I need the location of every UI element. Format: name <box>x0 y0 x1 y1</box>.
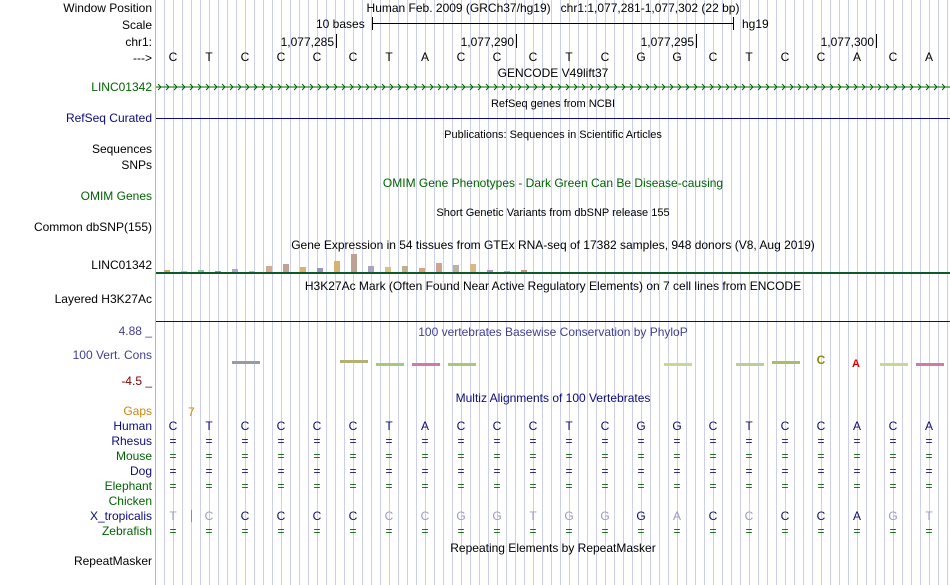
h3k27ac-baseline <box>156 321 950 322</box>
omim-title: OMIM Gene Phenotypes - Dark Green Can Be Disease-causing <box>382 176 724 190</box>
aligned-base: T <box>565 419 573 433</box>
strand-arrow-label[interactable]: ---> <box>133 51 152 65</box>
aligned-base: = <box>313 479 321 493</box>
aligned-base: = <box>169 479 177 493</box>
track-display-area[interactable] <box>156 0 950 585</box>
base-letter: C <box>528 50 538 64</box>
aligned-base: = <box>205 464 213 478</box>
base-letter: C <box>348 50 358 64</box>
scale-label[interactable]: Scale <box>121 18 152 32</box>
aligned-base: = <box>889 479 897 493</box>
assembly-text: Human Feb. 2009 (GRCh37/hg19) <box>366 1 551 15</box>
aligned-base: = <box>709 464 717 478</box>
aligned-base: = <box>457 449 465 463</box>
aligned-base: = <box>889 434 897 448</box>
aligned-base: = <box>241 524 249 538</box>
aligned-base: = <box>385 524 393 538</box>
aligned-base: = <box>349 449 357 463</box>
base-letter: T <box>205 50 213 64</box>
base-letter: C <box>816 50 826 64</box>
refseq-gene-line[interactable] <box>156 118 950 119</box>
base-letter: T <box>385 50 393 64</box>
aligned-base: T <box>205 419 213 433</box>
aligned-base: C <box>456 419 466 433</box>
aligned-base: = <box>457 434 465 448</box>
aligned-base: C <box>240 419 250 433</box>
aligned-base: = <box>457 524 465 538</box>
coord-label: 1,077,285 <box>280 35 334 49</box>
aligned-base: = <box>853 449 861 463</box>
aligned-base: = <box>745 434 753 448</box>
base-letter: C <box>708 50 718 64</box>
base-letter: G <box>636 50 646 64</box>
aligned-base: = <box>637 524 645 538</box>
aligned-base: = <box>817 449 825 463</box>
species-dog[interactable]: Dog <box>129 464 152 478</box>
base-letter: C <box>456 50 466 64</box>
aligned-base: = <box>277 524 285 538</box>
gtex-bar <box>453 265 459 272</box>
publications-title: Publications: Sequences in Scientific Articles <box>444 129 662 141</box>
aligned-base: = <box>349 524 357 538</box>
aligned-base: T <box>529 509 537 523</box>
aligned-base: C <box>780 419 790 433</box>
coord-label: 1,077,300 <box>820 35 874 49</box>
coord-label: 1,077,295 <box>640 35 694 49</box>
db-text: hg19 <box>742 17 769 31</box>
aligned-base: = <box>601 464 609 478</box>
aligned-base: G <box>600 509 610 523</box>
aligned-base: = <box>385 449 393 463</box>
aligned-base: C <box>312 419 322 433</box>
aligned-base: = <box>925 524 933 538</box>
alignment-row-zebrafish[interactable] <box>156 524 950 538</box>
cons-track-label[interactable]: 100 Vert. Cons <box>72 348 152 362</box>
aligned-base: = <box>241 434 249 448</box>
snps-track-label[interactable]: SNPs <box>121 158 152 172</box>
aligned-base: C <box>600 419 610 433</box>
h3k27ac-track-label[interactable]: Layered H3K27Ac <box>54 292 152 306</box>
position-header <box>156 1 950 15</box>
aligned-base: = <box>817 434 825 448</box>
aligned-base: = <box>277 434 285 448</box>
gtex-bar <box>283 264 289 272</box>
gtex-track-label[interactable]: LINC01342 <box>91 258 152 272</box>
window-position-label[interactable]: Window Position <box>63 1 152 15</box>
aligned-base: = <box>745 524 753 538</box>
cons-bar <box>736 363 764 366</box>
aligned-base: = <box>529 479 537 493</box>
coord-tick <box>336 34 337 48</box>
multiz-title: Multiz Alignments of 100 Vertebrates <box>455 391 651 405</box>
aligned-base: = <box>601 479 609 493</box>
aligned-base: C <box>708 509 718 523</box>
aligned-base: C <box>744 509 754 523</box>
aligned-base: = <box>277 449 285 463</box>
alignment-row-dog[interactable] <box>156 464 950 478</box>
aligned-base: = <box>709 434 717 448</box>
aligned-base: = <box>565 479 573 493</box>
cons-bar <box>232 361 260 364</box>
aligned-base: G <box>636 509 646 523</box>
phylop-graph[interactable] <box>156 340 950 380</box>
aligned-base: = <box>421 464 429 478</box>
aligned-base: = <box>673 449 681 463</box>
aligned-base: C <box>708 419 718 433</box>
cons-bar <box>772 361 800 364</box>
aligned-base: = <box>817 479 825 493</box>
aligned-base: C <box>168 419 178 433</box>
aligned-base: C <box>816 509 826 523</box>
aligned-base: = <box>493 479 501 493</box>
aligned-base: = <box>349 434 357 448</box>
gencode-title: GENCODE V49lift37 <box>497 66 609 80</box>
repeatmasker-track-label[interactable]: RepeatMasker <box>73 554 152 568</box>
base-letter: C <box>600 50 610 64</box>
scale-bases-text: 10 bases <box>316 17 365 31</box>
dbsnp-track-label[interactable]: Common dbSNP(155) <box>33 220 152 234</box>
base-letter: A <box>924 50 933 64</box>
aligned-base: = <box>529 524 537 538</box>
aligned-base: = <box>313 524 321 538</box>
aligned-base: = <box>673 524 681 538</box>
aligned-base: C <box>528 419 538 433</box>
sequences-track-label[interactable]: Sequences <box>91 142 152 156</box>
refseq-title: RefSeq genes from NCBI <box>490 98 616 110</box>
base-letter: C <box>888 50 898 64</box>
aligned-base: = <box>565 464 573 478</box>
gtex-baseline <box>156 272 950 274</box>
scale-right-tick <box>733 17 734 30</box>
aligned-base: = <box>745 464 753 478</box>
cons-bar <box>880 363 908 366</box>
position-text: chr1:1,077,281-1,077,302 (22 bp) <box>560 1 740 15</box>
base-letter: C <box>276 50 286 64</box>
aligned-base: = <box>745 479 753 493</box>
dna-bases-row <box>156 50 950 64</box>
alignment-row-human[interactable] <box>156 419 950 433</box>
aligned-base: = <box>277 464 285 478</box>
aligned-base: = <box>745 449 753 463</box>
aligned-base: C <box>492 419 502 433</box>
aligned-base: C <box>816 419 826 433</box>
aligned-base: = <box>853 464 861 478</box>
aligned-base: = <box>709 479 717 493</box>
aligned-base: = <box>169 464 177 478</box>
aligned-base: = <box>601 524 609 538</box>
alignment-row-xtropicalis[interactable] <box>156 509 950 523</box>
cons-bar <box>340 360 368 363</box>
aligned-base: = <box>529 434 537 448</box>
chr-label[interactable]: chr1: <box>125 35 152 49</box>
alignment-row-rhesus[interactable] <box>156 434 950 448</box>
aligned-base: = <box>925 464 933 478</box>
aligned-base: = <box>529 464 537 478</box>
aligned-base: = <box>457 479 465 493</box>
aligned-base: C <box>348 509 358 523</box>
aligned-base: = <box>925 434 933 448</box>
base-letter: G <box>672 50 682 64</box>
aligned-base: = <box>853 524 861 538</box>
coord-tick <box>516 34 517 48</box>
base-letter: T <box>565 50 573 64</box>
gtex-bar <box>351 254 357 272</box>
cons-max-label: 4.88 _ <box>118 324 152 338</box>
aligned-base: C <box>780 509 790 523</box>
aligned-base: C <box>384 509 394 523</box>
species-zebrafish[interactable]: Zebrafish <box>101 524 152 538</box>
scale-bar <box>372 23 734 24</box>
aligned-base: = <box>853 479 861 493</box>
aligned-base: C <box>276 509 286 523</box>
aligned-base: A <box>924 419 933 433</box>
coord-tick <box>696 34 697 48</box>
aligned-base: T <box>745 419 753 433</box>
gencode-track-label[interactable]: LINC01342 <box>91 80 152 94</box>
aligned-base: = <box>349 479 357 493</box>
coord-label: 1,077,290 <box>460 35 514 49</box>
aligned-base: = <box>817 464 825 478</box>
aligned-base: = <box>709 449 717 463</box>
aligned-base: = <box>673 434 681 448</box>
aligned-base: = <box>889 524 897 538</box>
left-label-panel <box>0 0 155 585</box>
aligned-base: = <box>529 449 537 463</box>
gtex-bar-graph[interactable] <box>156 252 950 272</box>
aligned-base: = <box>781 434 789 448</box>
aligned-base: C <box>276 419 286 433</box>
aligned-base: = <box>169 449 177 463</box>
aligned-base: = <box>313 464 321 478</box>
base-letter: T <box>745 50 753 64</box>
species-rhesus[interactable]: Rhesus <box>111 434 152 448</box>
aligned-base: = <box>493 464 501 478</box>
aligned-base: = <box>637 479 645 493</box>
repeatmasker-title: Repeating Elements by RepeatMasker <box>450 541 656 555</box>
aligned-base: C <box>348 419 358 433</box>
alignment-row-elephant[interactable] <box>156 479 950 493</box>
aligned-base: = <box>781 449 789 463</box>
aligned-base: = <box>241 479 249 493</box>
aligned-base: = <box>709 524 717 538</box>
base-letter: C <box>168 50 178 64</box>
aligned-base: = <box>421 524 429 538</box>
aligned-base: A <box>852 509 861 523</box>
aligned-base: C <box>204 509 214 523</box>
aligned-base: = <box>169 434 177 448</box>
base-letter: C <box>312 50 322 64</box>
aligned-base: G <box>456 509 466 523</box>
gap-marker <box>191 510 192 522</box>
aligned-base: G <box>564 509 574 523</box>
aligned-base: = <box>385 464 393 478</box>
aligned-base: = <box>241 464 249 478</box>
aligned-base: A <box>672 509 681 523</box>
base-letter: A <box>852 50 861 64</box>
aligned-base: T <box>385 419 393 433</box>
aligned-base: = <box>853 434 861 448</box>
aligned-base: G <box>636 419 646 433</box>
aligned-base: = <box>385 479 393 493</box>
species-mouse[interactable]: Mouse <box>115 449 152 463</box>
base-letter: C <box>492 50 502 64</box>
omim-track-label[interactable]: OMIM Genes <box>80 189 152 203</box>
aligned-base: = <box>457 464 465 478</box>
aligned-base: = <box>637 449 645 463</box>
aligned-base: C <box>420 509 430 523</box>
aligned-base: = <box>493 434 501 448</box>
gtex-bar <box>470 264 476 272</box>
gtex-bar <box>436 263 442 272</box>
species-elephant[interactable]: Elephant <box>104 479 152 493</box>
refseq-track-label[interactable]: RefSeq Curated <box>65 111 152 125</box>
aligned-base: = <box>277 479 285 493</box>
aligned-base: = <box>205 524 213 538</box>
aligned-base: = <box>925 449 933 463</box>
aligned-base: T <box>925 509 933 523</box>
aligned-base: = <box>313 449 321 463</box>
cons-bar <box>412 363 440 366</box>
aligned-base: G <box>672 419 682 433</box>
aligned-base: = <box>205 479 213 493</box>
aligned-base: = <box>385 434 393 448</box>
gencode-gene-arrows[interactable] <box>156 81 950 93</box>
aligned-base: = <box>205 449 213 463</box>
cons-bar <box>916 363 944 366</box>
aligned-base: = <box>205 434 213 448</box>
aligned-base: = <box>169 524 177 538</box>
phylop-title: 100 vertebrates Basewise Conservation by PhyloP <box>418 325 688 339</box>
gaps-count: 7 <box>188 405 195 419</box>
base-letter: C <box>240 50 250 64</box>
aligned-base: = <box>817 524 825 538</box>
aligned-base: = <box>349 464 357 478</box>
cons-logo-c: C <box>816 353 826 367</box>
aligned-base: = <box>493 449 501 463</box>
aligned-base: = <box>565 434 573 448</box>
cons-bar <box>664 363 692 366</box>
aligned-base: = <box>673 479 681 493</box>
aligned-base: A <box>852 419 861 433</box>
aligned-base: = <box>925 479 933 493</box>
cons-min-label: -4.5 _ <box>121 374 152 388</box>
cons-logo-a: A <box>852 358 860 370</box>
gtex-bar <box>334 261 340 272</box>
aligned-base: T <box>169 509 177 523</box>
aligned-base: = <box>421 449 429 463</box>
species-xtropicalis[interactable]: X_tropicalis <box>89 509 152 523</box>
base-letter: C <box>780 50 790 64</box>
coord-tick <box>876 34 877 48</box>
gtex-title: Gene Expression in 54 tissues from GTEx RNA-seq of 17382 samples, 948 donors (V8, Aug 2019) <box>291 238 815 252</box>
aligned-base: = <box>421 479 429 493</box>
aligned-base: = <box>673 464 681 478</box>
aligned-base: = <box>421 434 429 448</box>
aligned-base: G <box>492 509 502 523</box>
cons-bar <box>376 363 404 366</box>
aligned-base: = <box>313 434 321 448</box>
aligned-base: = <box>889 464 897 478</box>
h3k27ac-title: H3K27Ac Mark (Often Found Near Active Regulatory Elements) on 7 cell lines from ENCODE <box>304 279 802 293</box>
dbsnp-title: Short Genetic Variants from dbSNP release 155 <box>436 207 670 219</box>
aligned-base: = <box>637 434 645 448</box>
aligned-base: G <box>888 509 898 523</box>
gaps-label[interactable]: Gaps <box>123 404 152 418</box>
aligned-base: C <box>240 509 250 523</box>
aligned-base: C <box>888 419 898 433</box>
aligned-base: = <box>601 434 609 448</box>
aligned-base: = <box>493 524 501 538</box>
alignment-row-mouse[interactable] <box>156 449 950 463</box>
species-chicken[interactable]: Chicken <box>108 494 152 508</box>
aligned-base: = <box>601 449 609 463</box>
aligned-base: C <box>312 509 322 523</box>
aligned-base: = <box>241 449 249 463</box>
cons-bar <box>448 363 476 366</box>
aligned-base: = <box>565 449 573 463</box>
aligned-base: = <box>781 479 789 493</box>
aligned-base: = <box>781 524 789 538</box>
species-human[interactable]: Human <box>113 419 152 433</box>
aligned-base: = <box>637 464 645 478</box>
base-letter: A <box>420 50 429 64</box>
aligned-base: = <box>781 464 789 478</box>
aligned-base: = <box>889 449 897 463</box>
aligned-base: = <box>565 524 573 538</box>
aligned-base: A <box>420 419 429 433</box>
